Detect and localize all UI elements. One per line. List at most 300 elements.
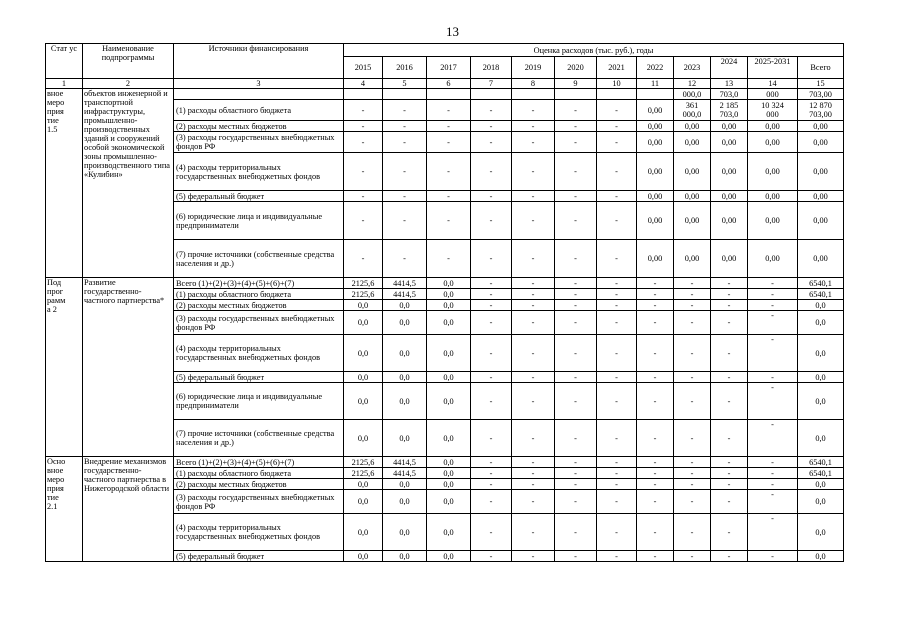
status-cell: Под прог рамм а 2	[46, 278, 83, 457]
column-number: 6	[427, 79, 471, 89]
value-cell: -	[711, 457, 748, 468]
value-cell: -	[512, 468, 555, 479]
value-cell: -	[637, 420, 674, 457]
value-cell: -	[711, 490, 748, 514]
column-number: 9	[555, 79, 597, 89]
value-cell: 0,0	[344, 490, 383, 514]
value-cell: -	[748, 311, 798, 335]
value-cell: -	[512, 121, 555, 132]
value-cell: -	[748, 372, 798, 383]
status-header: Стат ус	[46, 44, 83, 79]
value-cell: 703,00	[798, 89, 844, 100]
source-cell: Всего (1)+(2)+(3)+(4)+(5)+(6)+(7)	[174, 278, 344, 289]
year-header: 2016	[383, 57, 427, 79]
value-cell: -	[597, 468, 637, 479]
value-cell: 0,00	[674, 132, 711, 153]
value-cell: -	[471, 300, 512, 311]
value-cell: -	[555, 202, 597, 240]
source-cell	[174, 89, 344, 100]
value-cell: -	[555, 100, 597, 121]
table-row	[46, 278, 844, 289]
program-name-cell: объектов инженерной и транспортной инфраструктуры, промышленно-производственных зданий и сооружений особой экономической зоны промышленно-производственного типа «Кулибин»	[83, 89, 174, 278]
value-cell: 4414,5	[383, 468, 427, 479]
expenditure-table	[45, 43, 844, 562]
value-cell: 6540,1	[798, 457, 844, 468]
value-cell: 10 324 000	[748, 100, 798, 121]
value-cell	[383, 89, 427, 100]
value-cell: -	[383, 100, 427, 121]
value-cell: 0,0	[427, 383, 471, 420]
value-cell	[597, 89, 637, 100]
value-cell: 0,00	[748, 191, 798, 202]
value-cell: -	[471, 457, 512, 468]
value-cell: 0,0	[798, 420, 844, 457]
source-cell: (5) федеральный бюджет	[174, 551, 344, 562]
value-cell: -	[597, 551, 637, 562]
value-cell: 0,0	[383, 383, 427, 420]
value-cell: -	[512, 420, 555, 457]
value-cell: -	[383, 202, 427, 240]
value-cell: -	[555, 514, 597, 551]
program-name-cell: Развитие государственно-частного партнерства*	[83, 278, 174, 457]
value-cell: -	[512, 300, 555, 311]
value-cell: 0,0	[344, 420, 383, 457]
value-cell: 0,00	[711, 191, 748, 202]
value-cell: -	[637, 311, 674, 335]
value-cell: -	[344, 240, 383, 278]
value-cell	[344, 89, 383, 100]
value-cell: -	[471, 335, 512, 372]
value-cell: -	[344, 153, 383, 191]
value-cell: -	[555, 132, 597, 153]
value-cell: -	[674, 468, 711, 479]
value-cell: -	[512, 289, 555, 300]
value-cell: -	[512, 383, 555, 420]
value-cell: -	[748, 490, 798, 514]
value-cell: -	[597, 420, 637, 457]
value-cell: -	[674, 383, 711, 420]
value-cell: -	[637, 372, 674, 383]
value-cell: -	[674, 479, 711, 490]
value-cell: 2125,6	[344, 468, 383, 479]
source-cell: (4) расходы территориальных государственных внебюджетных фондов	[174, 153, 344, 191]
year-header: 2015	[344, 57, 383, 79]
value-cell: 0,0	[798, 300, 844, 311]
table-header	[46, 44, 844, 89]
year-header: 2021	[597, 57, 637, 79]
value-cell: -	[344, 191, 383, 202]
value-cell: 0,0	[344, 479, 383, 490]
value-cell: 0,00	[748, 240, 798, 278]
value-cell: -	[471, 278, 512, 289]
value-cell: -	[555, 289, 597, 300]
value-cell: -	[471, 372, 512, 383]
value-cell: -	[344, 202, 383, 240]
value-cell: 0,0	[798, 479, 844, 490]
value-cell: -	[555, 372, 597, 383]
value-cell: -	[471, 132, 512, 153]
source-cell: (3) расходы государственных внебюджетных фондов РФ	[174, 490, 344, 514]
value-cell: 0,00	[674, 191, 711, 202]
value-cell: 0,0	[798, 372, 844, 383]
value-cell: -	[674, 372, 711, 383]
value-cell: 2125,6	[344, 457, 383, 468]
value-cell: 0,00	[674, 240, 711, 278]
column-number: 5	[383, 79, 427, 89]
value-cell: -	[711, 289, 748, 300]
value-cell: -	[597, 153, 637, 191]
value-cell: 0,0	[427, 289, 471, 300]
value-cell: 0,0	[344, 335, 383, 372]
value-cell: 0,0	[383, 372, 427, 383]
value-cell: -	[512, 335, 555, 372]
value-cell: -	[674, 551, 711, 562]
value-cell: 0,00	[798, 121, 844, 132]
value-cell: 0,0	[344, 311, 383, 335]
value-cell: 0,0	[427, 479, 471, 490]
value-cell: 0,0	[383, 551, 427, 562]
value-cell: 0,00	[748, 153, 798, 191]
year-header: 2025-2031	[748, 57, 798, 79]
value-cell	[512, 89, 555, 100]
value-cell: -	[637, 335, 674, 372]
value-cell: 2125,6	[344, 289, 383, 300]
value-cell: -	[597, 300, 637, 311]
value-cell: -	[427, 132, 471, 153]
value-cell: 0,00	[637, 240, 674, 278]
value-cell: 0,0	[383, 300, 427, 311]
value-cell: -	[711, 551, 748, 562]
value-cell: 0,0	[383, 479, 427, 490]
value-cell: -	[597, 100, 637, 121]
value-cell: 0,0	[798, 335, 844, 372]
value-cell: -	[383, 191, 427, 202]
value-cell	[637, 89, 674, 100]
program-name-cell: Внедрение механизмов государственно-частного партнерства в Нижегородской области	[83, 457, 174, 562]
value-cell: -	[637, 383, 674, 420]
value-cell: -	[427, 202, 471, 240]
value-cell: 2125,6	[344, 278, 383, 289]
column-number: 13	[711, 79, 748, 89]
column-number: 10	[597, 79, 637, 89]
value-cell: -	[427, 191, 471, 202]
value-cell: -	[512, 372, 555, 383]
value-cell: -	[512, 514, 555, 551]
column-number: 14	[748, 79, 798, 89]
value-cell: 0,0	[383, 311, 427, 335]
value-cell: 0,0	[798, 383, 844, 420]
value-cell: -	[711, 311, 748, 335]
value-cell: -	[471, 383, 512, 420]
value-cell: 0,00	[674, 202, 711, 240]
value-cell: 000	[748, 89, 798, 100]
value-cell: 0,00	[637, 153, 674, 191]
value-cell: -	[597, 240, 637, 278]
value-cell: 0,0	[427, 468, 471, 479]
source-cell: (2) расходы местных бюджетов	[174, 479, 344, 490]
value-cell: -	[597, 335, 637, 372]
year-header: 2022	[637, 57, 674, 79]
value-cell: -	[512, 132, 555, 153]
value-cell: -	[512, 202, 555, 240]
status-cell: Осно вное меро прия тие 2.1	[46, 457, 83, 562]
value-cell: -	[748, 335, 798, 372]
value-cell: -	[471, 479, 512, 490]
value-cell: -	[711, 278, 748, 289]
value-cell: -	[427, 121, 471, 132]
value-cell: -	[674, 278, 711, 289]
value-cell: -	[471, 240, 512, 278]
value-cell: 0,00	[748, 121, 798, 132]
value-cell: 0,00	[711, 240, 748, 278]
value-cell: -	[512, 153, 555, 191]
value-cell: 0,0	[383, 420, 427, 457]
value-cell: 0,0	[383, 514, 427, 551]
value-cell: -	[471, 100, 512, 121]
value-cell: 0,00	[674, 121, 711, 132]
value-cell: -	[597, 311, 637, 335]
value-cell: 6540,1	[798, 468, 844, 479]
source-cell: (1) расходы областного бюджета	[174, 468, 344, 479]
source-header: Источники финансирования	[174, 44, 344, 79]
column-number: 4	[344, 79, 383, 89]
value-cell: -	[748, 468, 798, 479]
year-header: 2023	[674, 57, 711, 79]
value-cell: -	[383, 153, 427, 191]
source-cell: (2) расходы местных бюджетов	[174, 121, 344, 132]
source-cell: (1) расходы областного бюджета	[174, 100, 344, 121]
value-cell: -	[748, 457, 798, 468]
value-cell: -	[748, 479, 798, 490]
value-cell: -	[555, 121, 597, 132]
value-cell: 0,0	[344, 300, 383, 311]
value-cell: -	[512, 311, 555, 335]
value-cell: -	[555, 420, 597, 457]
value-cell: 0,00	[637, 191, 674, 202]
year-header: 2017	[427, 57, 471, 79]
table-body	[46, 89, 844, 562]
value-cell	[471, 89, 512, 100]
value-cell: -	[555, 278, 597, 289]
value-cell: -	[555, 311, 597, 335]
year-header: 2024	[711, 57, 748, 79]
value-cell: -	[471, 202, 512, 240]
value-cell: 0,0	[798, 551, 844, 562]
value-cell: -	[637, 479, 674, 490]
value-cell: 0,00	[798, 191, 844, 202]
value-cell: -	[512, 278, 555, 289]
value-cell: -	[471, 121, 512, 132]
page-number: 13	[446, 24, 459, 39]
value-cell: -	[555, 383, 597, 420]
value-cell: 0,00	[798, 132, 844, 153]
value-cell: 0,00	[711, 121, 748, 132]
value-cell: -	[383, 132, 427, 153]
value-cell: -	[674, 289, 711, 300]
value-cell: 4414,5	[383, 457, 427, 468]
value-cell	[555, 89, 597, 100]
source-cell: (4) расходы территориальных государственных внебюджетных фондов	[174, 514, 344, 551]
value-cell: -	[344, 100, 383, 121]
source-cell: (5) федеральный бюджет	[174, 372, 344, 383]
value-cell: -	[597, 372, 637, 383]
value-cell: 0,00	[748, 202, 798, 240]
value-cell: -	[597, 289, 637, 300]
value-cell: -	[383, 240, 427, 278]
value-cell: 000,0	[674, 89, 711, 100]
value-cell: 0,0	[427, 490, 471, 514]
value-cell: -	[512, 551, 555, 562]
value-cell: -	[427, 100, 471, 121]
value-cell: -	[555, 153, 597, 191]
value-cell: -	[711, 372, 748, 383]
value-cell: -	[674, 490, 711, 514]
value-cell: -	[471, 468, 512, 479]
value-cell: 0,0	[383, 490, 427, 514]
value-cell: 0,0	[427, 457, 471, 468]
value-cell: 0,0	[427, 335, 471, 372]
value-cell: -	[748, 551, 798, 562]
value-cell: -	[637, 300, 674, 311]
value-cell: -	[597, 479, 637, 490]
year-header: 2019	[512, 57, 555, 79]
value-cell: -	[555, 300, 597, 311]
source-cell: (1) расходы областного бюджета	[174, 289, 344, 300]
value-cell: -	[748, 420, 798, 457]
value-cell: -	[597, 121, 637, 132]
value-cell: -	[471, 191, 512, 202]
table-row	[46, 457, 844, 468]
value-cell: 0,0	[344, 551, 383, 562]
value-cell: -	[597, 457, 637, 468]
source-cell: (7) прочие источники (собственные средства населения и др.)	[174, 240, 344, 278]
value-cell: -	[711, 300, 748, 311]
table-row	[46, 89, 844, 100]
value-cell: 0,0	[344, 372, 383, 383]
value-cell: 4414,5	[383, 289, 427, 300]
value-cell: -	[471, 153, 512, 191]
value-cell: -	[471, 311, 512, 335]
value-cell: -	[637, 468, 674, 479]
value-cell: -	[427, 153, 471, 191]
value-cell: -	[674, 311, 711, 335]
source-cell: (4) расходы территориальных государственных внебюджетных фондов	[174, 335, 344, 372]
value-cell: 0,00	[674, 153, 711, 191]
value-cell: -	[674, 420, 711, 457]
value-cell: -	[748, 383, 798, 420]
value-cell: 0,0	[344, 514, 383, 551]
column-number: 7	[471, 79, 512, 89]
value-cell: 0,0	[427, 311, 471, 335]
value-cell: -	[637, 278, 674, 289]
value-cell: -	[471, 514, 512, 551]
value-cell: 0,0	[427, 514, 471, 551]
value-cell	[427, 89, 471, 100]
value-cell: 0,00	[637, 100, 674, 121]
value-cell: -	[597, 202, 637, 240]
value-cell: -	[711, 514, 748, 551]
year-header: 2018	[471, 57, 512, 79]
value-cell: -	[427, 240, 471, 278]
year-header: 2020	[555, 57, 597, 79]
value-cell: 0,0	[427, 420, 471, 457]
value-cell: -	[512, 191, 555, 202]
value-cell: -	[555, 191, 597, 202]
value-cell: 6540,1	[798, 289, 844, 300]
value-cell: 0,0	[427, 300, 471, 311]
value-cell: 12 870 703,00	[798, 100, 844, 121]
value-cell: -	[555, 551, 597, 562]
source-cell: (6) юридические лица и индивидуальные предприниматели	[174, 383, 344, 420]
value-cell: -	[637, 551, 674, 562]
value-cell: -	[512, 100, 555, 121]
column-number: 15	[798, 79, 844, 89]
value-cell: 0,00	[798, 240, 844, 278]
value-cell: 6540,1	[798, 278, 844, 289]
value-cell: -	[674, 514, 711, 551]
value-cell: -	[597, 490, 637, 514]
value-cell: -	[555, 457, 597, 468]
value-cell: -	[711, 479, 748, 490]
source-cell: (3) расходы государственных внебюджетных фондов РФ	[174, 311, 344, 335]
value-cell: -	[637, 490, 674, 514]
value-cell: 0,00	[798, 202, 844, 240]
column-number-row	[46, 79, 844, 89]
value-cell: 0,0	[798, 311, 844, 335]
value-cell: 0,00	[637, 132, 674, 153]
column-number: 1	[46, 79, 83, 89]
value-cell: 361 000,0	[674, 100, 711, 121]
value-cell: 0,0	[344, 383, 383, 420]
value-cell: -	[471, 551, 512, 562]
value-cell: -	[471, 490, 512, 514]
source-cell: (6) юридические лица и индивидуальные предприниматели	[174, 202, 344, 240]
source-cell: (3) расходы государственных внебюджетных фондов РФ	[174, 132, 344, 153]
value-cell: -	[597, 132, 637, 153]
value-cell: 703,0	[711, 89, 748, 100]
source-cell: Всего (1)+(2)+(3)+(4)+(5)+(6)+(7)	[174, 457, 344, 468]
value-cell: -	[512, 457, 555, 468]
value-cell: 0,00	[798, 153, 844, 191]
value-cell: -	[711, 335, 748, 372]
value-cell: 0,00	[711, 132, 748, 153]
value-cell: -	[555, 240, 597, 278]
source-cell: (5) федеральный бюджет	[174, 191, 344, 202]
value-cell: -	[597, 383, 637, 420]
value-cell: -	[748, 278, 798, 289]
value-cell: 0,0	[427, 372, 471, 383]
value-cell: 0,00	[637, 121, 674, 132]
value-cell: -	[383, 121, 427, 132]
value-cell: -	[512, 479, 555, 490]
value-cell: -	[674, 335, 711, 372]
source-cell: (2) расходы местных бюджетов	[174, 300, 344, 311]
source-cell: (7) прочие источники (собственные средства населения и др.)	[174, 420, 344, 457]
year-header: Всего	[798, 57, 844, 79]
value-cell: -	[344, 132, 383, 153]
value-cell: 0,0	[427, 278, 471, 289]
value-cell: -	[748, 289, 798, 300]
column-number: 11	[637, 79, 674, 89]
value-cell: -	[637, 457, 674, 468]
value-cell: -	[512, 240, 555, 278]
value-cell: 2 185 703,0	[711, 100, 748, 121]
value-cell: -	[597, 191, 637, 202]
value-cell: -	[748, 514, 798, 551]
value-cell: 0,00	[711, 153, 748, 191]
column-number: 12	[674, 79, 711, 89]
value-cell: -	[344, 121, 383, 132]
